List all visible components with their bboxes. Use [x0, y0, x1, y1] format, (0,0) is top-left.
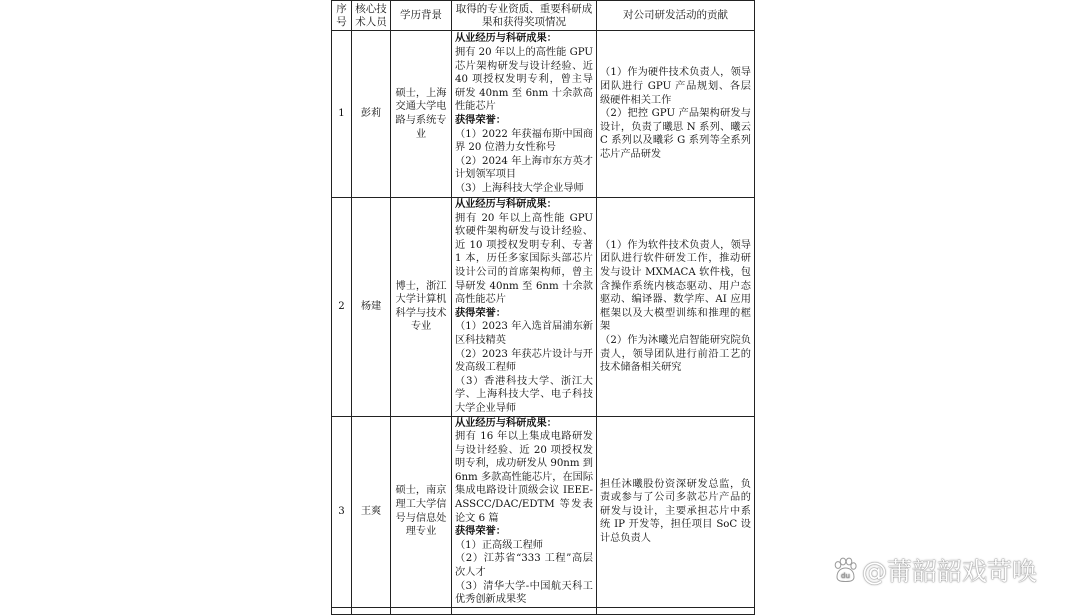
- honor-item: （1）2023 年入选首届浦东新区科技精英: [455, 321, 593, 346]
- honors-title: 获得荣誉：: [455, 306, 506, 319]
- staff-name: 彭莉: [352, 31, 391, 198]
- contribution-item: 担任沐曦股份资深研发总监，负责或参与了公司多款芯片产品的研发与设计，主要承担芯片中系统 IP 开发等，担任项目 SoC 设计总负责人: [600, 478, 751, 545]
- honor-item: （1）正高级工程师: [455, 539, 543, 551]
- cell-partial: [352, 607, 391, 614]
- baidu-paw-icon: [832, 557, 858, 583]
- row-index: 2: [332, 198, 352, 417]
- table-row: [332, 31, 755, 198]
- experience-text: 拥有 16 年以上集成电路研发与设计经验、近 20 项授权发明专利，成功研发从 90nm 到 6nm 多款高性能芯片，在国际集成电路设计顶级会议 IEEE-ASSCC/DAC/EDTM 等发表论文 6 篇: [455, 431, 594, 524]
- honors-title: 获得荣誉：: [455, 114, 506, 126]
- achievements-cell: [452, 198, 597, 417]
- experience-title: 从业经历与科研成果：: [455, 198, 557, 210]
- watermark: [832, 552, 1037, 588]
- table-row: [332, 416, 755, 607]
- cell-partial: [452, 607, 597, 614]
- watermark-text: @莆韶韶戏苛唤: [862, 557, 1038, 586]
- header-index: 序号: [332, 1, 352, 31]
- cell-partial: [391, 607, 452, 614]
- honors-title: 获得荣誉：: [455, 525, 506, 538]
- experience-text: 拥有 20 年以上高性能 GPU 软硬件架构研发与设计经验、近 10 项授权发明专利、专著 1 本，历任多家国际头部芯片设计公司的首席架构师，曾主导研发 40nm 至 6nm 十余款高性能芯片: [455, 212, 593, 306]
- contribution-item: （1）作为硬件技术负责人，领导团队进行 GPU 产品规划、各层级硬件相关工作: [600, 67, 751, 106]
- row-index: 3: [332, 416, 352, 607]
- header-staff: 核心技术人员: [352, 1, 391, 31]
- contribution-item: （1）作为软件技术负责人，领导团队进行软件研发工作，推动研发与设计 MXMACA 软件栈，包含操作系统内核态驱动、用户态驱动、编译器、数学库、AI 应用框架以及大模型训练和推理的框架: [600, 239, 751, 333]
- cell-partial: [332, 607, 352, 614]
- table-row-partial: [332, 607, 755, 614]
- table-row: [332, 198, 755, 417]
- table-header-row: [332, 1, 755, 31]
- core-tech-staff-table: [331, 0, 755, 615]
- cell-partial: [597, 607, 755, 614]
- contribution-cell: [597, 31, 755, 198]
- contribution-cell: [597, 198, 755, 417]
- honor-item: （3）清华大学-中国航天科工优秀创新成果奖: [455, 580, 593, 606]
- honor-item: （3）香港科技大学、浙江大学、上海科技大学、电子科技大学企业导师: [455, 375, 593, 414]
- achievements-cell: [452, 416, 597, 607]
- contribution-item: （2）把控 GPU 产品架构研发与设计，负责了曦思 N 系列、曦云 C 系列以及曦彩 G 系列等全系列芯片产品研发: [600, 108, 751, 160]
- svg-text:du: du: [841, 572, 850, 580]
- header-achievements: 取得的专业资质、重要科研成果和获得奖项情况: [452, 1, 597, 31]
- honor-item: （2）江苏省“333 工程”高层次人才: [455, 553, 593, 579]
- document-page: [330, 0, 754, 608]
- experience-title: 从业经历与科研成果：: [455, 32, 557, 45]
- contribution-cell: [597, 416, 755, 607]
- honor-item: （2）2023 年获芯片设计与开发高级工程师: [455, 348, 593, 374]
- header-contribution: 对公司研发活动的贡献: [597, 1, 755, 31]
- experience-title: 从业经历与科研成果：: [455, 416, 557, 429]
- experience-text: 拥有 20 年以上的高性能 GPU 芯片架构研发与设计经验、近 40 项授权发明专利，曾主导研发 40nm 至 6nm 十余款高性能芯片: [455, 47, 593, 113]
- education-cell: 博士，浙江大学计算机科学与技术专业: [391, 198, 452, 417]
- education-cell: 硕士，南京理工大学信号与信息处理专业: [391, 416, 452, 607]
- honor-item: （1）2022 年获福布斯中国商界 20 位潜力女性称号: [455, 128, 593, 154]
- staff-name: 王爽: [352, 416, 391, 607]
- contribution-item: （2）作为沐曦光启智能研究院负责人，领导团队进行前沿工艺的技术储备相关研究: [600, 334, 751, 374]
- honor-item: （2）2024 年上海市东方英才计划领军项目: [455, 155, 593, 181]
- header-education: 学历背景: [391, 1, 452, 31]
- staff-name: 杨建: [352, 198, 391, 417]
- honor-item: （3）上海科技大学企业导师: [455, 182, 584, 194]
- row-index: 1: [332, 31, 352, 198]
- achievements-cell: [452, 31, 597, 198]
- education-cell: 硕士，上海交通大学电路与系统专业: [391, 31, 452, 198]
